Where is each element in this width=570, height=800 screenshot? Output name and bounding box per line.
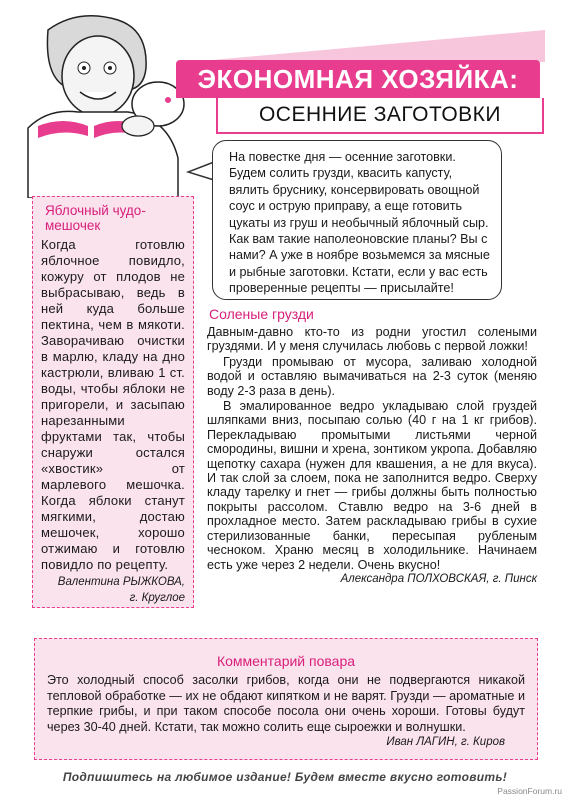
article-paragraph-3: В эмалированное ведро укладываю слой груздей шляпками вниз, посыпаю солью (40 г на 1 кг грибов). Перекладываю промытыми листьями черной смородины, вишни и хрена, зонтиком укропа. Добавляю щепотку сахара (нужен для квашения, а не для вкуса). И так слой за слоем, пока не заполнится ведро. Сверху кладу тарелку и гнет — грибы должны быть полностью покрыты рассолом. Ставлю ведро на 3-6 дней в прохладное место. Затем раскладываю грибы в сухие стерилизованные банки, пересыпая рубленым чесноком. Храню месяц в холодильнике. Начинаем есть уже через 2 недели. Очень вкусно! [207, 399, 537, 572]
sidebar-author: Валентина РЫЖКОВА, [57, 576, 185, 588]
page-title: ЭКОНОМНАЯ ХОЗЯЙКА: [197, 63, 519, 94]
article-title: Соленые грузди [209, 306, 314, 322]
chef-comment-box [34, 638, 538, 760]
page-subtitle: ОСЕННИЕ ЗАГОТОВКИ [258, 103, 502, 126]
housewife-illustration [8, 8, 213, 198]
watermark: PassionForum.ru [497, 786, 562, 796]
sidebar-title: Яблочный чудо-мешочек [45, 203, 146, 233]
comment-title: Комментарий повара [216, 653, 356, 669]
article-paragraph-2: Грузди промываю от мусора, заливаю холодной водой и оставляю вымачиваться на 2-3 суток (меняю воду 2-3 раза в день). [207, 354, 537, 398]
intro-speech-bubble [212, 140, 502, 300]
article-signature: Александра ПОЛХОВСКАЯ, г. Пинск [340, 572, 537, 585]
main-article [207, 306, 537, 586]
footer-slogan: Подпишитесь на любимое издание! Будем вместе вкусно готовить! [62, 770, 508, 784]
comment-body: Это холодный способ засолки грибов, когда они не подвергаются никакой тепловой обработке — их не обдают кипятком и не варят. Грузди — ароматные и терпкие грибы, и при таком способе посола они очень хороши. Готовы будут через 30-40 дней. Кстати, так можно солить еще сыроежки и волнушки. [47, 673, 525, 734]
comment-signature: Иван ЛАГИН, г. Киров [386, 736, 505, 749]
sidebar-recipe [32, 196, 194, 608]
subtitle-banner [216, 98, 544, 134]
title-banner [176, 60, 540, 98]
article-paragraph-1: Давным-давно кто-то из родни угостил солеными груздями. И у меня случилась любовь с первой ложки! [207, 325, 537, 354]
sidebar-body: Когда готовлю яблочное повидло, кожуру от плодов не выбрасываю, ведь в ней куда больше пектина, чем в мякоти. Заворачиваю очистки в марлю, кладу на дно кастрюли, вливаю 1 ст. воды, чтобы яблоки не пригорели, и засыпаю нарезанными фруктами так, чтобы снаружи остался «хвостик» от марлевого мешочка. Когда яблоки станут мягкими, достаю мешочек, хорошо отжимаю и готовлю повидло по рецепту. [41, 237, 185, 572]
sidebar-city: г. Круглое [129, 592, 185, 604]
intro-text: На повестке дня — осенние заготовки. Будем солить грузди, квасить капусту, вялить бруснику, консервировать овощной соус и острую приправу, а еще готовить цукаты из груш и необычный яблочный сыр. Как вам такие наполеоновские планы? Вы с нами? А уже в ноябре возьмемся за мясные и рыбные заготовки. Кстати, если у вас есть проверенные рецепты — присылайте! [229, 150, 490, 296]
